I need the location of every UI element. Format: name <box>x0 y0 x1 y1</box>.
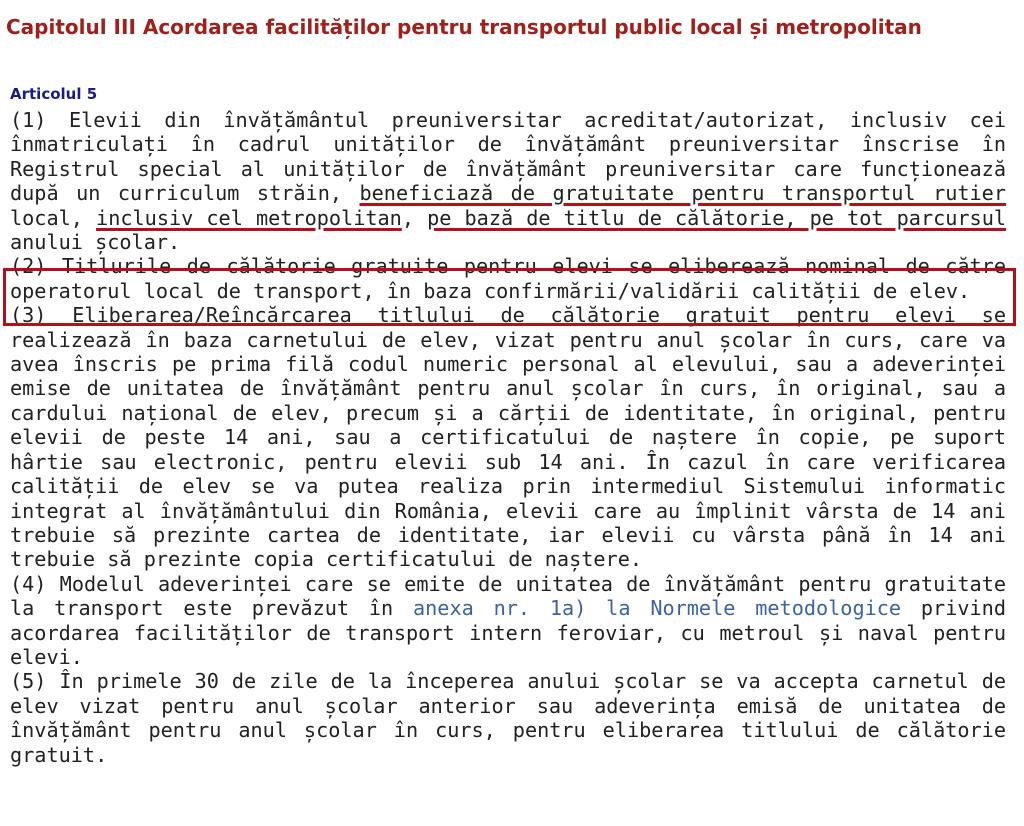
paragraph-4-text-a: (4) Modelul adeverinței care se emite de unitatea de învățământ pentru gratuitate la transport este prevăzut în <box>10 571 1006 621</box>
paragraph-1 <box>10 108 1006 254</box>
underline-highlight-titlu: pe bază de titlu de călătorie, pe tot parcursul <box>427 205 1007 230</box>
paragraph-4-text-b: privind acordarea facilităților de transport intern feroviar, cu metroul și naval pentru elevi. <box>10 596 1006 669</box>
paragraph-1-text-c: , <box>401 205 428 230</box>
underline-highlight-metropolitan: inclusiv cel metropolitan <box>96 205 402 230</box>
paragraph-5: (5) În primele 30 de zile de la începerea anului școlar se va accepta carnetul de elev vizat pentru anul școlar anterior sau adeverința emisă de unitatea de învățământ pentru anul școlar în curs, pentru eliberarea titlului de călătorie gratuit. <box>10 669 1006 767</box>
article-body <box>10 108 1006 767</box>
paragraph-3: (3) Eliberarea/Reîncărcarea titlului de călătorie gratuit pentru elevi se realizează în baza carnetului de elev, vizat pentru anul școlar în curs, care va avea înscris pe prima filă codul numeric personal al elevului, sau a adeverinței emise de unitatea de învățământ pentru anul școlar în curs, în original, sau a cardului național de elev, precum și a cărții de identitate, în original, pentru elevii de peste 14 ani, sau a certificatului de naștere în copie, pe suport hârtie sau electronic, pentru elevii sub 14 ani. În cazul în care verificarea calității de elev se va putea realiza prin intermediul Sistemului informatic integrat al învățământului din România, elevii care au împlinit vârsta de 14 ani trebuie să prezinte cartea de identitate, iar elevii cu vârsta până în 14 ani trebuie să prezinte copia certificatului de naștere. <box>10 303 1006 572</box>
paragraph-4 <box>10 572 1006 670</box>
paragraph-2: (2) Titlurile de călătorie gratuite pentru elevi se eliberează nominal de către operatorul local de transport, în baza confirmării/validării calității de elev. <box>10 254 1006 303</box>
anexa-link[interactable]: anexa nr. 1a) la Normele metodologice <box>413 596 902 621</box>
paragraph-1-text-b: local, <box>10 205 97 230</box>
paragraph-1-text-d: anului școlar. <box>10 230 181 255</box>
underline-highlight-gratuitate: beneficiază de gratuitate pentru transportul rutier <box>359 181 1006 206</box>
article-title: Articolul 5 <box>10 85 98 103</box>
chapter-title: Capitolul III Acordarea facilităților pentru transportul public local și metropolitan <box>6 15 922 39</box>
paragraph-1-text-a: (1) Elevii din învățământul preuniversitar acreditat/autorizat, inclusiv cei înmatriculați în cadrul unităților de învățământ preuniversitar înscrise în Registrul special al unităților de învățământ preuniversitar care funcționează după un curriculum străin, <box>10 108 1006 206</box>
